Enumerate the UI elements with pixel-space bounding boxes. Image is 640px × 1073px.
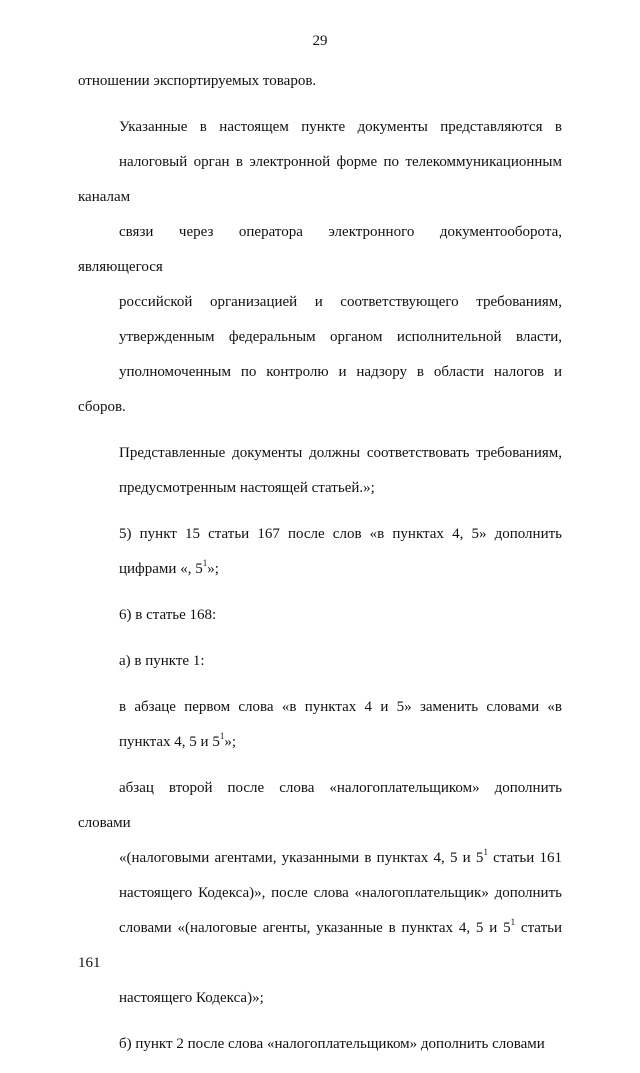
paragraph: [78, 1027, 562, 1062]
paragraph: [78, 598, 562, 633]
text-line: пунктах 4, 5 и $5^1$»;: [119, 731, 236, 750]
text-line: 5) пункт 15 статьи 167 после слов «в пунктах 4, 5» дополнить: [119, 526, 562, 542]
text-line: настоящего Кодекса)», после слова «налогоплательщик» дополнить: [119, 885, 562, 901]
text-line: отношении экспортируемых товаров.: [78, 73, 317, 89]
paragraph: [78, 690, 562, 760]
text-line: б) пункт 2 после слова «налогоплательщиком» дополнить словами: [119, 1036, 545, 1052]
text-line: словами «(налоговые агенты, указанные в пунктах 4, 5 и $5^1$ статьи 161: [78, 917, 562, 971]
text-line: налоговый орган в электронной форме по телекоммуникационным каналам: [78, 154, 562, 205]
page-number: 29: [312, 33, 328, 49]
text-line: 6) в статье 168:: [119, 607, 217, 623]
text-line: абзац второй после слова «налогоплательщиком» дополнить словами: [78, 780, 562, 831]
text-line: настоящего Кодекса)»;: [119, 990, 264, 1006]
text-line: уполномоченным по контролю и надзору в области налогов и сборов.: [78, 364, 562, 415]
document-body: [78, 64, 562, 1073]
text-line: «(налоговыми агентами, указанными в пунктах 4, 5 и $5^1$ статьи 161: [119, 847, 562, 866]
text-line: в абзаце первом слова «в пунктах 4 и 5» заменить словами «в: [119, 699, 562, 715]
paragraph: [78, 436, 562, 506]
text-line: предусмотренным настоящей статьей.»;: [119, 480, 375, 496]
text-line: связи через оператора электронного документооборота, являющегося: [78, 224, 562, 275]
paragraph: [78, 64, 562, 99]
text-line: утвержденным федеральным органом исполнительной власти,: [119, 329, 562, 345]
text-line: а) в пункте 1:: [119, 653, 205, 669]
text-line: цифрами «, $5^1$»;: [119, 558, 219, 577]
text-line: Представленные документы должны соответствовать требованиям,: [119, 445, 562, 461]
paragraph: [78, 644, 562, 679]
text-line: Указанные в настоящем пункте документы представляются в: [119, 119, 562, 135]
text-line: российской организацией и соответствующего требованиям,: [119, 294, 562, 310]
paragraph: [78, 517, 562, 587]
paragraph: [78, 110, 562, 425]
paragraph: [78, 771, 562, 1016]
